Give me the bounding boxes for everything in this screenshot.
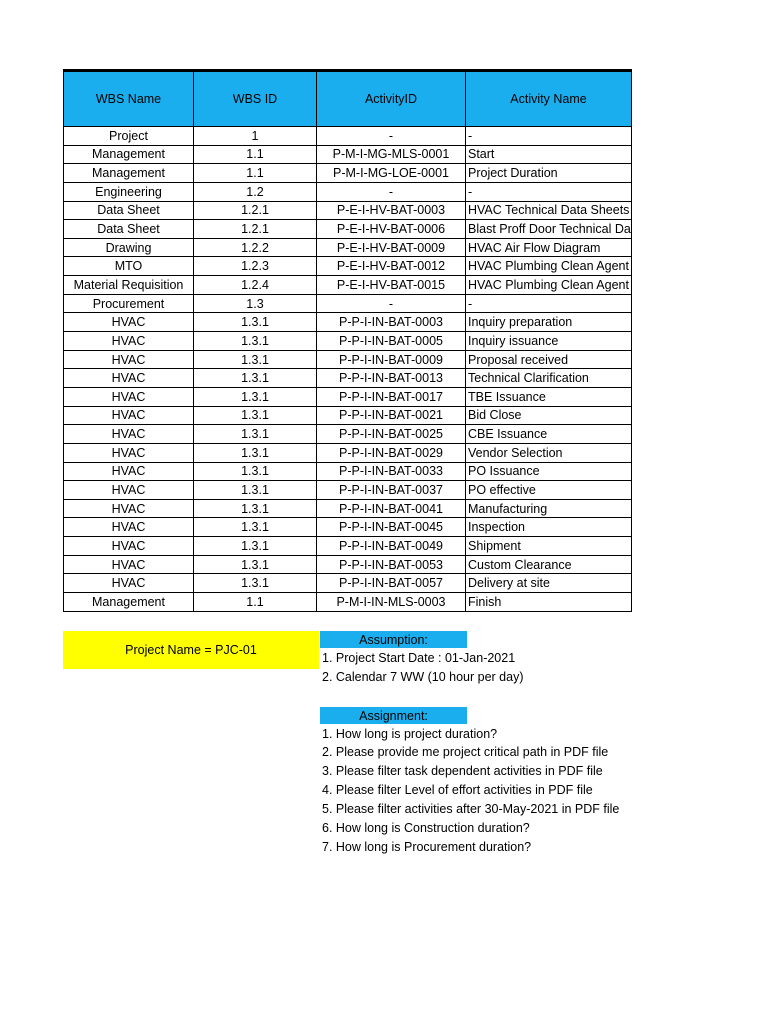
assumption-line-1: 1. Project Start Date : 01-Jan-2021 [322, 651, 516, 665]
cell-wbs-name: Project [64, 127, 194, 146]
assignment-line-1: 1. How long is project duration? [322, 727, 498, 741]
header-wbs-id: WBS ID [194, 71, 317, 127]
cell-activity-id: P-E-I-HV-BAT-0012 [317, 257, 466, 276]
cell-wbs-id: 1.3.1 [194, 443, 317, 462]
cell-wbs-name: HVAC [64, 537, 194, 556]
cell-wbs-id: 1.3.1 [194, 574, 317, 593]
table-row [64, 499, 632, 518]
table-body [64, 127, 632, 612]
table-row [64, 127, 632, 146]
cell-wbs-name: HVAC [64, 499, 194, 518]
header-activity-name: Activity Name [466, 71, 632, 127]
cell-activity-name: Bid Close [466, 406, 632, 425]
cell-activity-name: TBE Issuance [466, 387, 632, 406]
cell-activity-name: HVAC Air Flow Diagram [466, 238, 632, 257]
cell-wbs-name: Drawing [64, 238, 194, 257]
assignment-label-text: Assignment: [359, 708, 428, 723]
assignment-line-3: 3. Please filter task dependent activities in PDF file [322, 764, 603, 778]
header-wbs-name: WBS Name [64, 71, 194, 127]
table-row [64, 276, 632, 295]
cell-wbs-name: Management [64, 145, 194, 164]
cell-activity-name: PO effective [466, 481, 632, 500]
table-row [64, 164, 632, 183]
cell-activity-name: Technical Clarification [466, 369, 632, 388]
cell-wbs-name: HVAC [64, 369, 194, 388]
cell-wbs-id: 1.3.1 [194, 481, 317, 500]
cell-wbs-name: HVAC [64, 555, 194, 574]
table-row [64, 537, 632, 556]
cell-wbs-name: Data Sheet [64, 201, 194, 220]
project-name-text: Project Name = PJC-01 [125, 643, 257, 657]
cell-activity-name: Inspection [466, 518, 632, 537]
cell-activity-id: P-E-I-HV-BAT-0003 [317, 201, 466, 220]
cell-wbs-id: 1.3 [194, 294, 317, 313]
cell-wbs-id: 1.3.1 [194, 350, 317, 369]
table-row [64, 220, 632, 239]
cell-wbs-name: Procurement [64, 294, 194, 313]
cell-activity-id: P-P-I-IN-BAT-0041 [317, 499, 466, 518]
cell-activity-name: PO Issuance [466, 462, 632, 481]
cell-wbs-id: 1.1 [194, 593, 317, 612]
cell-activity-id: P-P-I-IN-BAT-0033 [317, 462, 466, 481]
table-row [64, 332, 632, 351]
cell-activity-name: Inquiry issuance [466, 332, 632, 351]
assignment-line-5: 5. Please filter activities after 30-May-2021 in PDF file [322, 802, 620, 816]
cell-activity-name: Project Duration [466, 164, 632, 183]
cell-activity-name: Proposal received [466, 350, 632, 369]
cell-wbs-id: 1.3.1 [194, 406, 317, 425]
table-row [64, 555, 632, 574]
cell-wbs-id: 1.2.3 [194, 257, 317, 276]
cell-wbs-id: 1.3.1 [194, 555, 317, 574]
table-row [64, 425, 632, 444]
cell-activity-id: P-P-I-IN-BAT-0017 [317, 387, 466, 406]
cell-wbs-name: HVAC [64, 574, 194, 593]
cell-activity-name: - [466, 294, 632, 313]
table-row [64, 574, 632, 593]
cell-wbs-name: Management [64, 164, 194, 183]
cell-activity-name: Vendor Selection [466, 443, 632, 462]
cell-wbs-id: 1.1 [194, 164, 317, 183]
cell-activity-name: - [466, 127, 632, 146]
cell-wbs-id: 1.3.1 [194, 518, 317, 537]
assignment-line-7: 7. How long is Procurement duration? [322, 840, 532, 854]
cell-activity-id: P-E-I-HV-BAT-0006 [317, 220, 466, 239]
cell-wbs-name: HVAC [64, 406, 194, 425]
cell-activity-name: CBE Issuance [466, 425, 632, 444]
cell-wbs-name: HVAC [64, 313, 194, 332]
cell-activity-name: HVAC Technical Data Sheets [466, 201, 632, 220]
table-row [64, 182, 632, 201]
cell-activity-id: P-P-I-IN-BAT-0029 [317, 443, 466, 462]
cell-activity-name: Blast Proff Door Technical Da [466, 220, 632, 239]
wbs-activity-table [63, 69, 632, 612]
cell-wbs-name: HVAC [64, 518, 194, 537]
cell-activity-id: P-M-I-MG-LOE-0001 [317, 164, 466, 183]
cell-activity-id: P-P-I-IN-BAT-0037 [317, 481, 466, 500]
cell-wbs-name: HVAC [64, 443, 194, 462]
cell-wbs-name: HVAC [64, 462, 194, 481]
cell-activity-id: - [317, 182, 466, 201]
table-row [64, 369, 632, 388]
assignment-line-4: 4. Please filter Level of effort activities in PDF file [322, 783, 593, 797]
cell-activity-id: P-M-I-MG-MLS-0001 [317, 145, 466, 164]
cell-activity-id: P-P-I-IN-BAT-0021 [317, 406, 466, 425]
cell-wbs-name: HVAC [64, 387, 194, 406]
cell-wbs-name: HVAC [64, 350, 194, 369]
assignment-line-2: 2. Please provide me project critical path in PDF file [322, 745, 609, 759]
project-name-box [63, 631, 319, 669]
table-row [64, 443, 632, 462]
cell-wbs-id: 1 [194, 127, 317, 146]
cell-activity-name: Finish [466, 593, 632, 612]
cell-wbs-id: 1.2.2 [194, 238, 317, 257]
cell-activity-id: P-P-I-IN-BAT-0053 [317, 555, 466, 574]
cell-activity-id: P-M-I-IN-MLS-0003 [317, 593, 466, 612]
cell-activity-id: - [317, 127, 466, 146]
cell-wbs-id: 1.3.1 [194, 425, 317, 444]
cell-activity-name: Custom Clearance [466, 555, 632, 574]
cell-activity-id: P-E-I-HV-BAT-0015 [317, 276, 466, 295]
cell-wbs-name: HVAC [64, 332, 194, 351]
cell-wbs-name: HVAC [64, 425, 194, 444]
table-row [64, 145, 632, 164]
cell-activity-name: HVAC Plumbing Clean Agent [466, 257, 632, 276]
cell-activity-id: P-P-I-IN-BAT-0003 [317, 313, 466, 332]
cell-wbs-id: 1.3.1 [194, 387, 317, 406]
assumption-line-2: 2. Calendar 7 WW (10 hour per day) [322, 670, 524, 684]
table-row [64, 406, 632, 425]
cell-activity-name: Shipment [466, 537, 632, 556]
cell-activity-name: Manufacturing [466, 499, 632, 518]
table-row [64, 518, 632, 537]
cell-wbs-id: 1.3.1 [194, 313, 317, 332]
cell-wbs-id: 1.3.1 [194, 499, 317, 518]
cell-wbs-id: 1.2.1 [194, 201, 317, 220]
cell-wbs-id: 1.3.1 [194, 332, 317, 351]
table-row [64, 313, 632, 332]
cell-activity-id: - [317, 294, 466, 313]
cell-wbs-id: 1.2.4 [194, 276, 317, 295]
cell-activity-id: P-P-I-IN-BAT-0009 [317, 350, 466, 369]
assignment-label [320, 707, 467, 724]
cell-wbs-name: MTO [64, 257, 194, 276]
table-row [64, 350, 632, 369]
table-row [64, 481, 632, 500]
cell-wbs-id: 1.1 [194, 145, 317, 164]
cell-activity-id: P-E-I-HV-BAT-0009 [317, 238, 466, 257]
cell-wbs-name: Data Sheet [64, 220, 194, 239]
cell-wbs-name: Material Requisition [64, 276, 194, 295]
cell-activity-id: P-P-I-IN-BAT-0049 [317, 537, 466, 556]
assumption-label [320, 631, 467, 648]
cell-activity-id: P-P-I-IN-BAT-0005 [317, 332, 466, 351]
cell-activity-name: Inquiry preparation [466, 313, 632, 332]
table-row [64, 257, 632, 276]
cell-activity-name: Delivery at site [466, 574, 632, 593]
assumption-label-text: Assumption: [359, 632, 428, 647]
cell-wbs-name: Engineering [64, 182, 194, 201]
table-row [64, 462, 632, 481]
cell-activity-name: Start [466, 145, 632, 164]
cell-activity-name: - [466, 182, 632, 201]
assignment-line-6: 6. How long is Construction duration? [322, 821, 530, 835]
cell-activity-id: P-P-I-IN-BAT-0025 [317, 425, 466, 444]
cell-activity-id: P-P-I-IN-BAT-0057 [317, 574, 466, 593]
table-row [64, 294, 632, 313]
table-row [64, 201, 632, 220]
cell-wbs-id: 1.3.1 [194, 369, 317, 388]
cell-wbs-id: 1.3.1 [194, 462, 317, 481]
table-row [64, 238, 632, 257]
cell-activity-name: HVAC Plumbing Clean Agent [466, 276, 632, 295]
cell-wbs-name: Management [64, 593, 194, 612]
cell-wbs-id: 1.2 [194, 182, 317, 201]
table-row [64, 387, 632, 406]
cell-activity-id: P-P-I-IN-BAT-0045 [317, 518, 466, 537]
cell-wbs-name: HVAC [64, 481, 194, 500]
table-header-row [64, 71, 632, 127]
cell-activity-id: P-P-I-IN-BAT-0013 [317, 369, 466, 388]
table-row [64, 593, 632, 612]
header-activity-id: ActivityID [317, 71, 466, 127]
cell-wbs-id: 1.2.1 [194, 220, 317, 239]
cell-wbs-id: 1.3.1 [194, 537, 317, 556]
